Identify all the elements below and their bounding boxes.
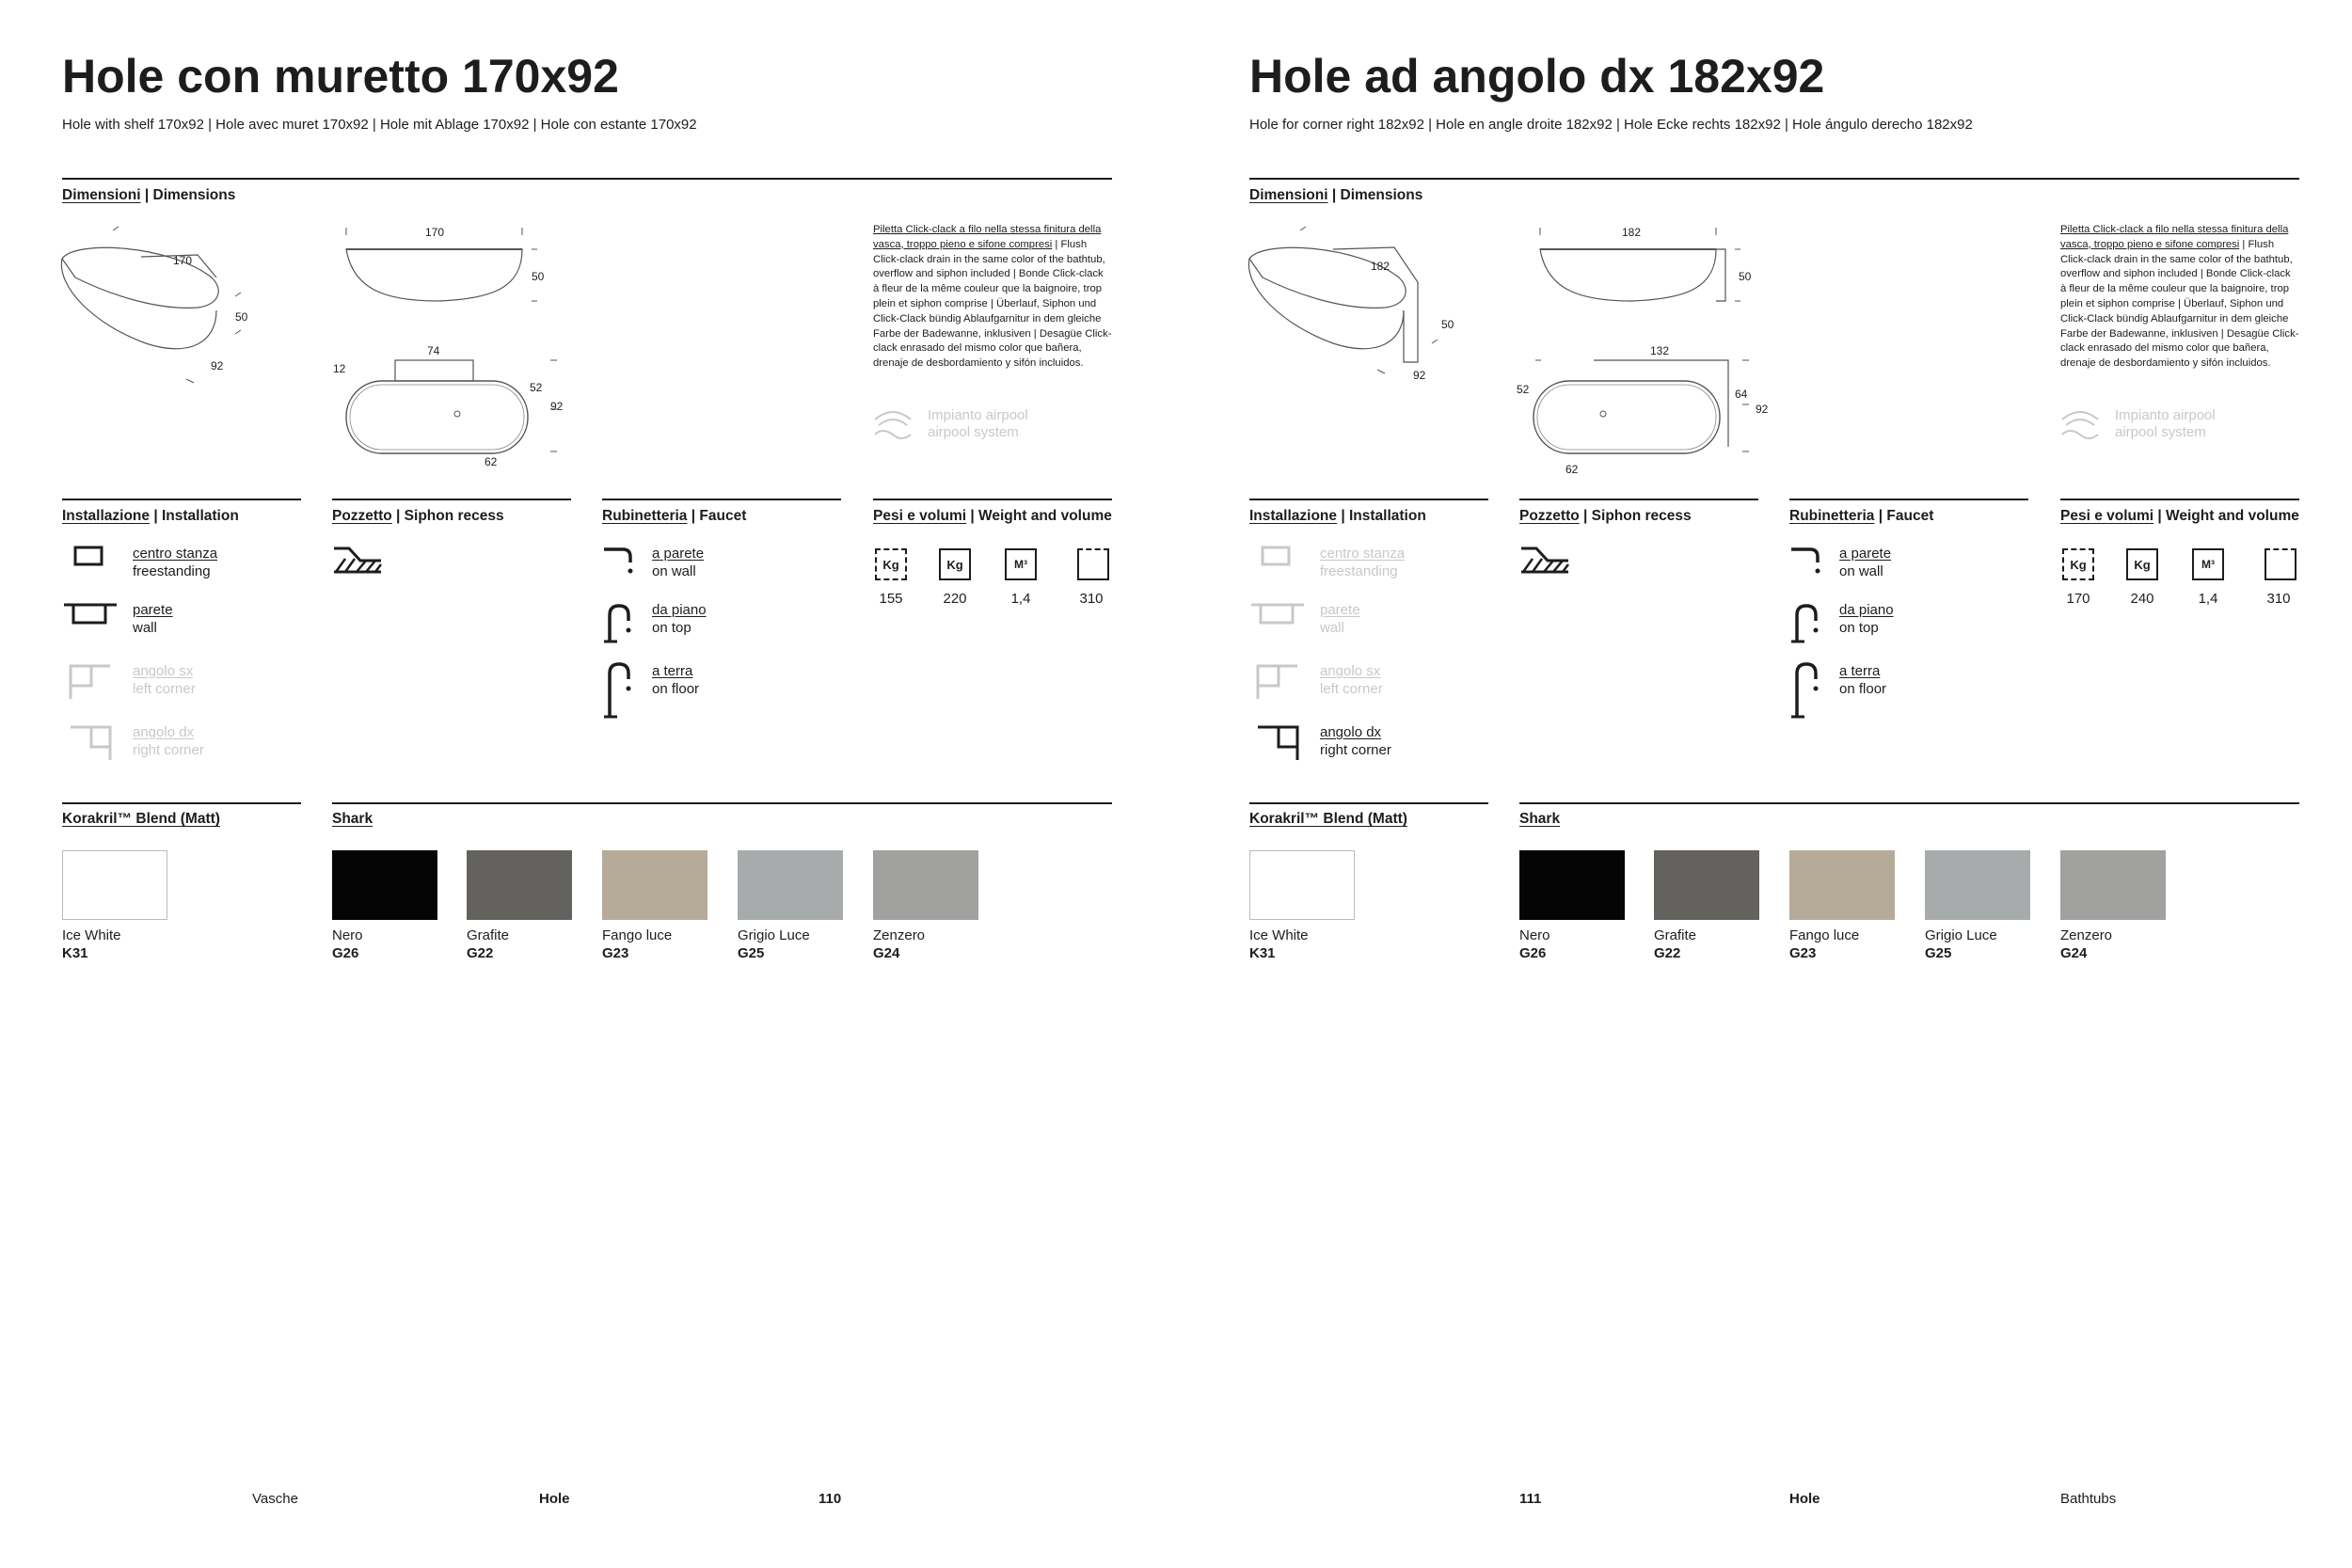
- divider: [1249, 178, 2299, 180]
- installation-left-corner: angolo sx left corner: [133, 663, 196, 697]
- installation-wall: parete wall: [1320, 602, 1360, 636]
- volume-value: 1,4: [1010, 591, 1031, 607]
- dim-iso-width: 92: [211, 359, 224, 372]
- floor-faucet-icon: [1789, 660, 1823, 719]
- divider: [873, 499, 1112, 500]
- swatch-label: Fango luce G23: [1789, 927, 1860, 961]
- faucet-on-wall: a parete on wall: [652, 546, 705, 579]
- page-number: 110: [818, 1491, 842, 1507]
- dim-iso-height: 50: [1441, 318, 1454, 331]
- dim-top-bottom: 62: [1565, 463, 1579, 476]
- installation-right-corner: angolo dx right corner: [133, 724, 204, 758]
- left-corner-icon: [1255, 663, 1302, 701]
- faucet-on-floor: a terra on floor: [652, 663, 700, 697]
- swatch-label: Fango luce G23: [602, 927, 673, 961]
- page-title: Hole con muretto 170x92: [62, 50, 619, 103]
- installation-wall: parete wall: [133, 602, 173, 636]
- dim-top-r1: 52: [530, 381, 543, 394]
- weight-heading: Pesi e volumi | Weight and volume: [873, 508, 1112, 524]
- footer-section: Vasche: [252, 1491, 298, 1507]
- page-subtitle: Hole for corner right 182x92 | Hole en angle droite 182x92 | Hole Ecke rechts 182x92 | Hole ángulo derecho 182x92: [1249, 117, 1973, 133]
- dim-top-r1: 64: [1735, 388, 1748, 401]
- right-corner-icon: [68, 724, 115, 762]
- faucet-on-wall: a parete on wall: [1839, 546, 1892, 579]
- siphon-heading: Pozzetto | Siphon recess: [1519, 508, 1692, 524]
- installation-heading: Installazione | Installation: [1249, 508, 1426, 524]
- siphon-recess-icon: [332, 546, 385, 576]
- capacity-value: 310: [1079, 591, 1104, 607]
- faucet-heading: Rubinetteria | Faucet: [602, 508, 747, 524]
- dim-side-length: 170: [425, 226, 445, 239]
- faucet-on-top: da piano on top: [1839, 602, 1894, 636]
- divider: [602, 499, 841, 500]
- swatch-fango-luce: [602, 850, 707, 920]
- net-weight-icon: Kg: [875, 548, 907, 580]
- net-weight-value: 170: [2066, 591, 2090, 607]
- siphon-recess-icon: [1519, 546, 1572, 576]
- dim-side-length: 182: [1622, 226, 1642, 239]
- page-title: Hole ad angolo dx 182x92: [1249, 50, 1825, 103]
- volume-icon: M³: [1005, 548, 1037, 580]
- divider: [62, 178, 1112, 180]
- page-number: 111: [1519, 1491, 1542, 1507]
- right-corner-icon: [1255, 724, 1302, 762]
- swatch-label: Grigio Luce G25: [1925, 927, 1997, 961]
- divider: [332, 802, 1112, 804]
- net-weight-icon: Kg: [2062, 548, 2094, 580]
- swatch-fango-luce: [1789, 850, 1895, 920]
- dim-top-left: 12: [333, 362, 346, 375]
- dim-top-left: 52: [1517, 383, 1530, 396]
- drain-description: Piletta Click-clack a filo nella stessa finitura della vasca, troppo pieno e sifone compresi | Flush Click-clack drain in the same color of the bathtub, overflow and siphon included | Bonde Click-clack à fleur de la même couleur que la baignoire, trop plein et siphon comprise | Überlauf, Siphon und Click-Clack bündig Ablaufgarnitur in dem gleiche Farbe der Badewanne, inklusiven | Desagüe Click-clack enrasado del mismo color que bañera, drenaje de desbordamiento y sifón incluidos.: [2060, 224, 2299, 370]
- swatch-nero: [1519, 850, 1625, 920]
- swatch-grafite: [467, 850, 572, 920]
- airpool-label: Impianto airpool airpool system: [2115, 407, 2216, 440]
- dimensions-heading: Dimensioni | Dimensions: [62, 187, 236, 203]
- drain-description: Piletta Click-clack a filo nella stessa finitura della vasca, troppo pieno e sifone compresi | Flush Click-clack drain in the same color of the bathtub, overflow and siphon included | Bonde Click-clack à fleur de la même couleur que la baignoire, trop plein et siphon comprise | Überlauf, Siphon und Click-Clack bündig Ablaufgarnitur in dem gleiche Farbe der Badewanne, inklusiven | Desagüe Click-clack enrasado del mismo color que bañera, drenaje de desbordamiento y sifón incluidos.: [873, 224, 1112, 370]
- dimensions-heading: Dimensioni | Dimensions: [1249, 187, 1423, 203]
- installation-heading: Installazione | Installation: [62, 508, 239, 524]
- capacity-icon: [1077, 548, 1109, 580]
- dim-iso-length: 182: [1371, 260, 1391, 273]
- weight-heading: Pesi e volumi | Weight and volume: [2060, 508, 2299, 524]
- airpool-label: Impianto airpool airpool system: [928, 407, 1028, 440]
- swatch-label: Zenzero G24: [2060, 927, 2113, 961]
- wall-faucet-icon: [1789, 546, 1823, 578]
- divider: [1519, 802, 2299, 804]
- footer-section: Bathtubs: [2060, 1491, 2117, 1507]
- siphon-heading: Pozzetto | Siphon recess: [332, 508, 504, 524]
- divider: [1789, 499, 2028, 500]
- dim-iso-width: 92: [1413, 369, 1426, 382]
- swatch-label: Grigio Luce G25: [738, 927, 810, 961]
- top-view-drawing: [339, 357, 574, 466]
- swatch-ice-white: [1249, 850, 1355, 920]
- swatch-label: Ice White K31: [1249, 927, 1309, 961]
- left-corner-icon: [68, 663, 115, 701]
- freestanding-icon: [73, 546, 105, 568]
- swatch-label: Ice White K31: [62, 927, 121, 961]
- footer-collection: Hole: [539, 1491, 570, 1507]
- swatch-label: Grafite G22: [1654, 927, 1697, 961]
- divider: [62, 802, 301, 804]
- floor-faucet-icon: [602, 660, 636, 719]
- wall-install-icon: [1249, 602, 1306, 626]
- deck-faucet-icon: [602, 602, 636, 643]
- divider: [1249, 499, 1488, 500]
- volume-icon: M³: [2192, 548, 2224, 580]
- gross-weight-icon: Kg: [939, 548, 971, 580]
- isometric-drawing: [56, 221, 263, 390]
- swatch-ice-white: [62, 850, 167, 920]
- footer-collection: Hole: [1789, 1491, 1820, 1507]
- faucet-on-top: da piano on top: [652, 602, 707, 636]
- swatch-label: Zenzero G24: [873, 927, 926, 961]
- swatch-zenzero: [2060, 850, 2166, 920]
- top-view-drawing: [1526, 357, 1771, 466]
- page-subtitle: Hole with shelf 170x92 | Hole avec muret 170x92 | Hole mit Ablage 170x92 | Hole con estante 170x92: [62, 117, 697, 133]
- volume-value: 1,4: [2198, 591, 2218, 607]
- swatch-grigio-luce: [1925, 850, 2030, 920]
- gross-weight-value: 220: [943, 591, 967, 607]
- airpool-icon: [873, 406, 913, 444]
- dim-top-r2: 92: [1756, 403, 1769, 416]
- wall-faucet-icon: [602, 546, 636, 578]
- shark-heading: Shark: [1519, 811, 1561, 827]
- isometric-drawing: [1244, 221, 1460, 390]
- divider: [1249, 802, 1488, 804]
- freestanding-icon: [1261, 546, 1293, 568]
- dim-top-bottom: 62: [485, 455, 498, 468]
- airpool-icon: [2060, 406, 2100, 444]
- gross-weight-value: 240: [2130, 591, 2154, 607]
- dim-iso-length: 170: [173, 254, 193, 267]
- faucet-heading: Rubinetteria | Faucet: [1789, 508, 1934, 524]
- dim-top-shelf: 132: [1650, 344, 1670, 357]
- wall-install-icon: [62, 602, 119, 626]
- swatch-zenzero: [873, 850, 978, 920]
- installation-right-corner: angolo dx right corner: [1320, 724, 1391, 758]
- dim-side-height: 50: [532, 270, 545, 283]
- faucet-on-floor: a terra on floor: [1839, 663, 1887, 697]
- swatch-grafite: [1654, 850, 1759, 920]
- installation-left-corner: angolo sx left corner: [1320, 663, 1383, 697]
- side-view-drawing: [1537, 226, 1763, 320]
- divider: [332, 499, 571, 500]
- dim-top-shelf: 74: [427, 344, 440, 357]
- dim-iso-height: 50: [235, 310, 248, 324]
- divider: [1519, 499, 1758, 500]
- swatch-label: Nero G26: [332, 927, 363, 961]
- dim-top-r2: 92: [550, 400, 564, 413]
- divider: [2060, 499, 2299, 500]
- korakril-heading: Korakril™ Blend (Matt): [1249, 811, 1407, 827]
- installation-freestanding: centro stanza freestanding: [133, 546, 218, 579]
- swatch-label: Grafite G22: [467, 927, 510, 961]
- korakril-heading: Korakril™ Blend (Matt): [62, 811, 220, 827]
- shark-heading: Shark: [332, 811, 373, 827]
- divider: [62, 499, 301, 500]
- net-weight-value: 155: [879, 591, 903, 607]
- right-page: [1187, 0, 2352, 1568]
- installation-freestanding: centro stanza freestanding: [1320, 546, 1406, 579]
- capacity-icon: [2265, 548, 2296, 580]
- swatch-nero: [332, 850, 437, 920]
- gross-weight-icon: Kg: [2126, 548, 2158, 580]
- deck-faucet-icon: [1789, 602, 1823, 643]
- dim-side-height: 50: [1739, 270, 1752, 283]
- swatch-grigio-luce: [738, 850, 843, 920]
- capacity-value: 310: [2266, 591, 2291, 607]
- swatch-label: Nero G26: [1519, 927, 1550, 961]
